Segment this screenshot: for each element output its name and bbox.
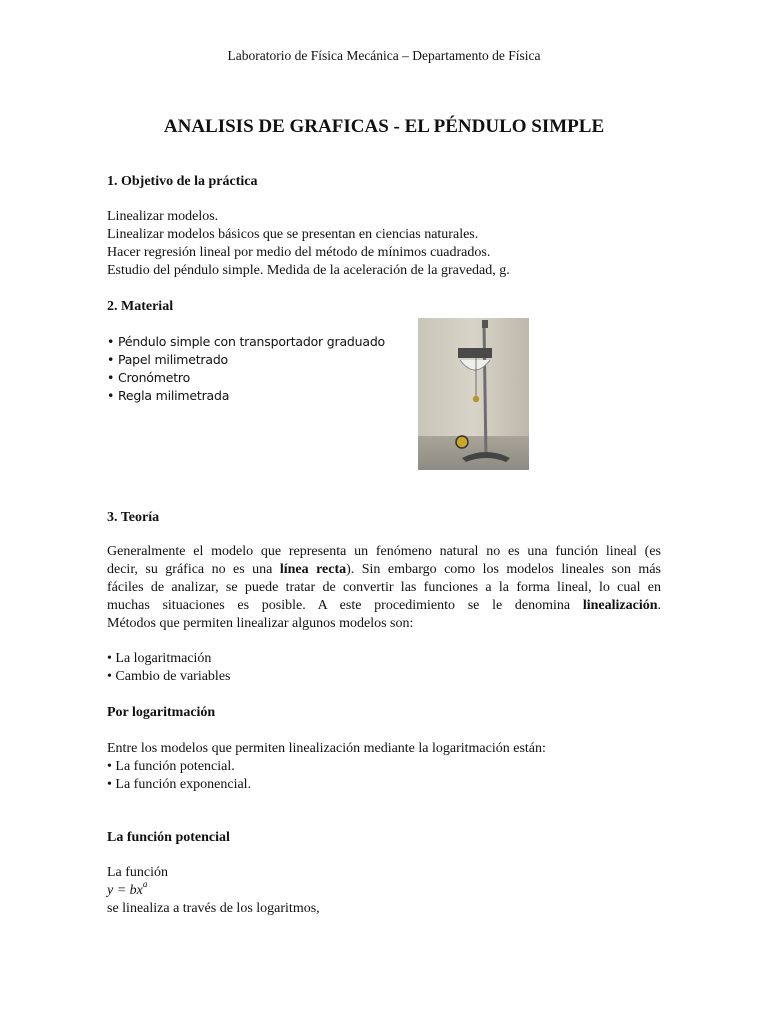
- teoria-line-2-c: ). Sin embargo como los modelos lineales son más: [346, 562, 661, 577]
- por-log-item-exponencial: • La función exponencial.: [107, 777, 252, 792]
- section-heading-objetivo: 1. Objetivo de la práctica: [107, 174, 258, 189]
- section-heading-funcion-potencial: La función potencial: [107, 830, 230, 845]
- objetivo-line-2: Linealizar modelos básicos que se presentan en ciencias naturales.: [107, 227, 479, 242]
- formula-exponent: a: [142, 879, 148, 890]
- material-item-regla: • Regla milimetrada: [107, 388, 230, 403]
- teoria-line-4-c: .: [657, 598, 661, 613]
- section-heading-por-logaritmacion: Por logaritmación: [107, 705, 216, 720]
- teoria-line-2: [107, 561, 661, 579]
- objetivo-line-4: Estudio del péndulo simple. Medida de la aceleración de la gravedad, g.: [107, 263, 510, 278]
- section-heading-teoria: 3. Teoría: [107, 510, 160, 525]
- potencial-line-1: La función: [107, 865, 169, 880]
- material-item-cronometro: • Cronómetro: [107, 370, 191, 385]
- objetivo-line-1: Linealizar modelos.: [107, 209, 219, 224]
- section-heading-material: 2. Material: [107, 299, 174, 314]
- teoria-line-1: Generalmente el modelo que representa un fenómeno natural no es una función lineal (es: [107, 544, 661, 559]
- teoria-line-2-a: decir, su gráfica no es una: [107, 562, 280, 577]
- potencial-formula: [107, 879, 148, 900]
- page-header: Laboratorio de Física Mecánica – Departamento de Física: [227, 48, 541, 63]
- por-log-intro: Entre los modelos que permiten linealización mediante la logaritmación están:: [107, 741, 546, 756]
- linea-recta-term: línea recta: [279, 562, 347, 577]
- potencial-line-3: se linealiza a través de los logaritmos,: [107, 901, 320, 916]
- pendulum-apparatus-photo: [418, 318, 529, 470]
- teoria-paragraph: [107, 543, 661, 633]
- teoria-line-5: Métodos que permiten linealizar algunos modelos son:: [107, 616, 414, 631]
- metodo-item-logaritmacion: • La logaritmación: [107, 651, 212, 666]
- document-title: ANALISIS DE GRAFICAS - EL PÉNDULO SIMPLE: [163, 116, 605, 137]
- metodo-item-cambio-variables: • Cambio de variables: [107, 669, 231, 684]
- formula-main: y = bx: [107, 883, 143, 898]
- teoria-line-3: fáciles de analizar, se puede tratar de convertir las funciones a la forma lineal, lo cual en: [107, 580, 661, 595]
- teoria-line-4-a: muchas situaciones es posible. A este procedimiento se le denomina: [107, 598, 583, 613]
- linealizacion-term: linealización: [582, 598, 658, 613]
- material-item-papel: • Papel milimetrado: [107, 352, 228, 367]
- material-item-pendulo: • Péndulo simple con transportador graduado: [107, 334, 385, 349]
- teoria-line-4: [107, 597, 661, 615]
- objetivo-line-3: Hacer regresión lineal por medio del método de mínimos cuadrados.: [107, 245, 491, 260]
- por-log-item-potencial: • La función potencial.: [107, 759, 235, 774]
